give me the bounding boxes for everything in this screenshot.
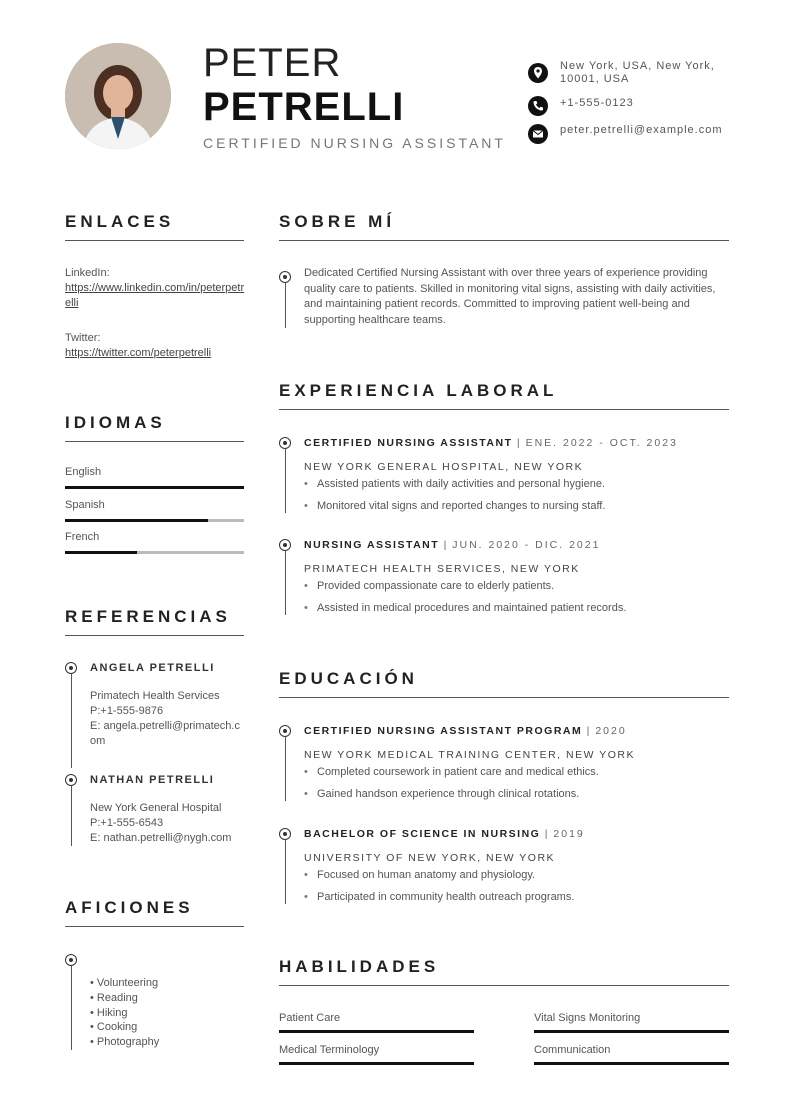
timeline-dot-icon bbox=[65, 662, 77, 674]
skill-level-fill bbox=[279, 1030, 474, 1033]
timeline-line bbox=[71, 674, 72, 768]
language-level-bar bbox=[65, 519, 244, 522]
timeline-dot-icon bbox=[65, 774, 77, 786]
experience-heading: EXPERIENCIA LABORAL bbox=[279, 381, 729, 410]
skill-label: Patient Care bbox=[279, 1012, 341, 1024]
about-heading: SOBRE MÍ bbox=[279, 212, 729, 241]
entry-bullet: • Completed coursework in patient care and medical ethics. bbox=[317, 766, 599, 778]
language-label: English bbox=[65, 466, 102, 478]
phone-icon bbox=[528, 96, 548, 116]
skill-level-fill bbox=[534, 1062, 729, 1065]
skill-level-fill bbox=[279, 1062, 474, 1065]
entry-bullet: • Focused on human anatomy and physiology. bbox=[317, 869, 535, 881]
reference-name: ANGELA PETRELLI bbox=[90, 662, 215, 674]
language-label: French bbox=[65, 531, 100, 543]
job-title: CERTIFIED NURSING ASSISTANT bbox=[203, 135, 506, 151]
entry-separator: | bbox=[512, 437, 526, 449]
reference-email[interactable]: E: nathan.petrelli@nygh.com bbox=[90, 832, 232, 844]
last-name: PETRELLI bbox=[203, 85, 405, 129]
skill-level-bar bbox=[279, 1062, 474, 1065]
entry-title bbox=[304, 725, 627, 737]
references-heading: REFERENCIAS bbox=[65, 607, 244, 636]
entry-bullet: • Gained handson experience through clinical rotations. bbox=[317, 788, 579, 800]
linkedin-label: LinkedIn: bbox=[65, 267, 110, 279]
hobbies-heading: AFICIONES bbox=[65, 898, 244, 927]
location-pin-icon bbox=[528, 63, 548, 83]
language-level-fill bbox=[65, 519, 208, 522]
languages-heading: IDIOMAS bbox=[65, 413, 244, 442]
reference-phone: P:+1-555-9876 bbox=[90, 705, 164, 717]
timeline-dot-icon bbox=[279, 828, 291, 840]
entry-title bbox=[304, 539, 600, 551]
timeline-dot-icon bbox=[279, 725, 291, 737]
language-level-fill bbox=[65, 551, 137, 554]
entry-date: ENE. 2022 - OCT. 2023 bbox=[525, 437, 678, 449]
twitter-label: Twitter: bbox=[65, 332, 101, 344]
timeline-line bbox=[71, 966, 72, 1050]
skill-level-bar bbox=[534, 1030, 729, 1033]
entry-organization: PRIMATECH HEALTH SERVICES, NEW YORK bbox=[304, 563, 580, 575]
skill-label: Communication bbox=[534, 1044, 611, 1056]
hobby-item: • Cooking bbox=[90, 1021, 138, 1034]
entry-role: CERTIFIED NURSING ASSISTANT PROGRAM bbox=[304, 725, 583, 737]
entry-title bbox=[304, 828, 585, 840]
first-name: PETER bbox=[203, 41, 342, 85]
reference-org: New York General Hospital bbox=[90, 802, 222, 814]
entry-date: 2020 bbox=[595, 725, 627, 737]
entry-date: JUN. 2020 - DIC. 2021 bbox=[452, 539, 601, 551]
entry-organization: NEW YORK MEDICAL TRAINING CENTER, NEW YORK bbox=[304, 749, 635, 761]
timeline-line bbox=[285, 737, 286, 801]
reference-phone: P:+1-555-6543 bbox=[90, 817, 164, 829]
hobby-item: • Hiking bbox=[90, 1006, 128, 1019]
language-label: Spanish bbox=[65, 499, 105, 511]
entry-date: 2019 bbox=[553, 828, 585, 840]
reference-email[interactable]: E: angela.petrelli@primatech.com bbox=[90, 720, 240, 747]
linkedin-link[interactable]: https://www.linkedin.com/in/peterpetrelli bbox=[65, 282, 245, 309]
timeline-line bbox=[285, 840, 286, 904]
hobby-item: • Photography bbox=[90, 1036, 160, 1049]
skill-level-fill bbox=[534, 1030, 729, 1033]
envelope-icon bbox=[528, 124, 548, 144]
skill-level-bar bbox=[534, 1062, 729, 1065]
entry-bullet: • Assisted patients with daily activities and personal hygiene. bbox=[317, 478, 605, 490]
entry-title bbox=[304, 437, 678, 449]
timeline-line bbox=[285, 551, 286, 615]
entry-bullet: • Provided compassionate care to elderly patients. bbox=[317, 580, 554, 592]
timeline-dot-icon bbox=[279, 271, 291, 283]
skill-level-bar bbox=[279, 1030, 474, 1033]
contact-email[interactable]: peter.petrelli@example.com bbox=[560, 124, 723, 136]
language-level-bar bbox=[65, 486, 244, 489]
entry-bullet: • Monitored vital signs and reported changes to nursing staff. bbox=[317, 500, 605, 512]
timeline-line bbox=[285, 283, 286, 328]
entry-bullet: • Assisted in medical procedures and maintained patient records. bbox=[317, 602, 626, 614]
skills-heading: HABILIDADES bbox=[279, 957, 729, 986]
timeline-line bbox=[71, 786, 72, 846]
contact-location: New York, USA, New York, 10001, USA bbox=[560, 60, 715, 85]
about-text: Dedicated Certified Nursing Assistant with over three years of experience providing quality care to patients. Skilled in monitoring vital signs, assisting with daily activities, and maintaining patient records. Committed to improving patient well-being and supporting healthcare teams. bbox=[304, 267, 716, 326]
entry-organization: UNIVERSITY OF NEW YORK, NEW YORK bbox=[304, 852, 556, 864]
entry-role: CERTIFIED NURSING ASSISTANT bbox=[304, 437, 513, 449]
contact-phone[interactable]: +1-555-0123 bbox=[560, 97, 634, 109]
language-level-fill bbox=[65, 486, 244, 489]
timeline-dot-icon bbox=[65, 954, 77, 966]
reference-org: Primatech Health Services bbox=[90, 690, 220, 702]
twitter-link[interactable]: https://twitter.com/peterpetrelli bbox=[65, 347, 212, 359]
entry-role: BACHELOR OF SCIENCE IN NURSING bbox=[304, 828, 541, 840]
timeline-dot-icon bbox=[279, 437, 291, 449]
education-heading: EDUCACIÓN bbox=[279, 669, 729, 698]
profile-photo bbox=[65, 43, 171, 149]
reference-name: NATHAN PETRELLI bbox=[90, 774, 215, 786]
timeline-line bbox=[285, 449, 286, 513]
skill-label: Vital Signs Monitoring bbox=[534, 1012, 641, 1024]
avatar bbox=[65, 43, 171, 149]
timeline-dot-icon bbox=[279, 539, 291, 551]
hobby-item: • Reading bbox=[90, 991, 138, 1004]
entry-separator: | bbox=[582, 725, 596, 737]
entry-separator: | bbox=[439, 539, 453, 551]
hobby-item: • Volunteering bbox=[90, 977, 159, 989]
language-level-bar bbox=[65, 551, 244, 554]
entry-separator: | bbox=[540, 828, 554, 840]
entry-role: NURSING ASSISTANT bbox=[304, 539, 440, 551]
entry-bullet: • Participated in community health outreach programs. bbox=[317, 891, 574, 903]
entry-organization: NEW YORK GENERAL HOSPITAL, NEW YORK bbox=[304, 461, 584, 473]
links-heading: ENLACES bbox=[65, 212, 244, 241]
skill-label: Medical Terminology bbox=[279, 1044, 380, 1056]
